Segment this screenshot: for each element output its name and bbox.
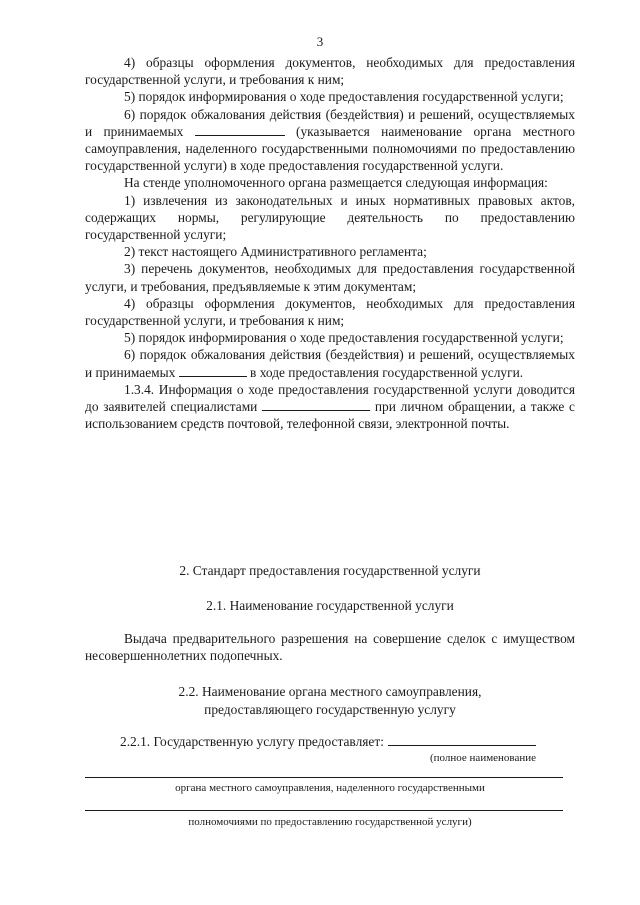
- paragraph-stand-informing-order: 5) порядок информирования о ходе предоставления государственной услуги;: [124, 330, 564, 346]
- provider-hint-3: полномочиями по предоставлению государственной услуги): [188, 816, 472, 828]
- appeal-text-end: (указывается наименование органа местного самоуправления, наделенного государственными полномочиями по предоставлению государственной услуги) в ходе предоставления государственной услуги.: [85, 123, 575, 174]
- stand-appeal-text-end: в ходе предоставления государственной услуги.: [250, 364, 524, 380]
- paragraph-forms-templates: 4) образцы оформления документов, необходимых для предоставления государственной услуги, и требования к ним;: [85, 55, 575, 88]
- paragraph-stand-forms-templates: 4) образцы оформления документов, необходимых для предоставления государственной услуги, и требования к ним;: [85, 295, 575, 329]
- provider-hint-1: (полное наименование: [430, 752, 537, 764]
- provider-blank-line: [388, 734, 536, 746]
- paragraph-stand-regulation-text: 2) текст настоящего Административного регламента;: [124, 244, 427, 260]
- info-text-end: при личном обращении, а также с использованием средств почтовой, телефонной связи, электронной почты.: [85, 399, 575, 432]
- paragraph-stand-extracts: 1) извлечения из законодательных и иных нормативных правовых актов, содержащих нормы, регулирующие деятельность по предоставлению государственной услуги;: [85, 192, 575, 243]
- appeal-blank-line: [195, 124, 285, 136]
- stand-appeal-blank-line: [179, 365, 247, 377]
- paragraph-stand-intro: На стенде уполномоченного органа размещается следующая информация:: [124, 175, 548, 191]
- provider-fill-line-2: [85, 810, 563, 811]
- paragraph-appeal-order: [85, 106, 575, 175]
- appeal-text-start: 6) порядок обжалования действия (бездействия) и решений, осуществляемых и принимаемых: [85, 106, 575, 139]
- heading-section-2: 2. Стандарт предоставления государственной услуги: [179, 563, 481, 578]
- paragraph-1-3-4: [85, 381, 575, 433]
- heading-2-1: 2.1. Наименование государственной услуги: [206, 598, 454, 613]
- provider-label: 2.2.1. Государственную услугу предоставляет:: [120, 734, 384, 749]
- service-name-text: Выдача предварительного разрешения на совершение сделок с имуществом несовершеннолетних подопечных.: [85, 631, 575, 664]
- page-number: 3: [316, 34, 324, 49]
- stand-appeal-text-start: 6) порядок обжалования действия (бездействия) и решений, осуществляемых и принимаемых: [85, 347, 575, 380]
- info-text-start: 1.3.4. Информация о ходе предоставления государственной услуги доводится до заявителей специалистами: [85, 381, 575, 415]
- section-1-3-text: [85, 54, 575, 432]
- paragraph-stand-documents-list: 3) перечень документов, необходимых для предоставления государственной услуги, и требования, предъявляемые к этим документам;: [85, 261, 575, 294]
- specialists-blank-line: [262, 399, 370, 411]
- heading-2-2-line-1: 2.2. Наименование органа местного самоуправления,: [178, 684, 482, 699]
- paragraph-informing-order: 5) порядок информирования о ходе предоставления государственной услуги;: [124, 89, 564, 105]
- paragraph-stand-appeal-order: [85, 346, 575, 380]
- heading-2-2-line-2: предоставляющего государственную услугу: [204, 702, 456, 717]
- provider-hint-2: органа местного самоуправления, наделенного государственными: [175, 782, 485, 794]
- provider-line: [120, 733, 580, 750]
- provider-fill-line-1: [85, 777, 563, 778]
- heading-2-2: [85, 683, 575, 719]
